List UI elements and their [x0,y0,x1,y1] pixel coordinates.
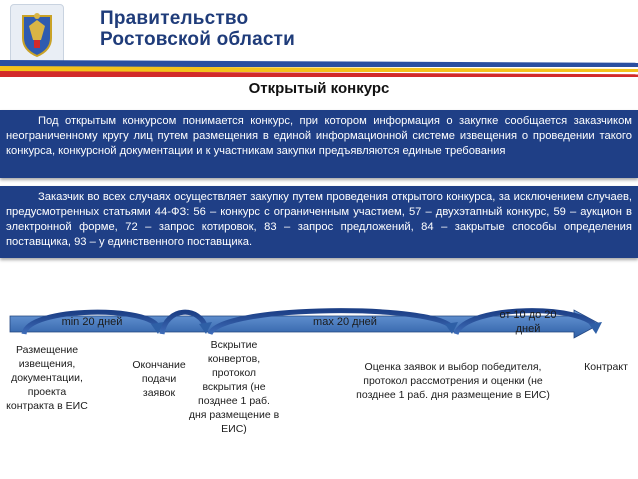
step-evaluation: Оценка заявок и выбор победителя, протокол рассмотрения и оценки (не позднее 1 раб. дня размещение в ЕИС) [356,361,550,401]
step-opening: Вскрытие конвертов, протокол вскрытия (не позднее 1 раб. дня размещение в ЕИС) [188,339,280,435]
page-title: Открытый конкурс [248,80,390,97]
step-contract: Контракт [584,361,628,373]
definition-text: Под открытым конкурсом понимается конкурс, при котором информация о закупке сообщается заказчиком неограниченному кругу лиц путем размещения в единой информационной системе извещения о проведении такого конкурса, конкурсной документации и к участникам закупки предъявляются единые требования [6,115,632,157]
step-publication: Размещение извещения, документации, проекта контракта в ЕИС [6,344,88,412]
government-title-line2: Ростовской области [100,29,296,50]
definition-box [0,110,638,178]
interval-range-label: от 10 до 20 дней [499,309,557,335]
header-banner [0,0,638,78]
timeline [0,300,638,340]
government-title-line1: Правительство [100,8,249,29]
exceptions-text: Заказчик во всех случаях осуществляет закупку путем проведения открытого конкурса, за исключением случаев, предусмотренных статьями 44-ФЗ: 56 – конкурс с ограниченным участием, 57 – двухэтапный конкурс, 59 – аукцион в электронной форме, 72 – запрос котировок, 83 – запрос предложений, 84 – закрытые способы определения поставщика, 93 – у единственного поставщика. [6,191,632,248]
exceptions-box [0,186,638,258]
interval-min-label: min 20 дней [61,316,123,328]
flag-stripe-blue [0,60,638,67]
step-submission-end: Окончание подачи заявок [132,359,186,399]
government-title [100,8,300,50]
interval-max-label: max 20 дней [313,316,377,328]
coat-of-arms-icon [10,4,64,64]
